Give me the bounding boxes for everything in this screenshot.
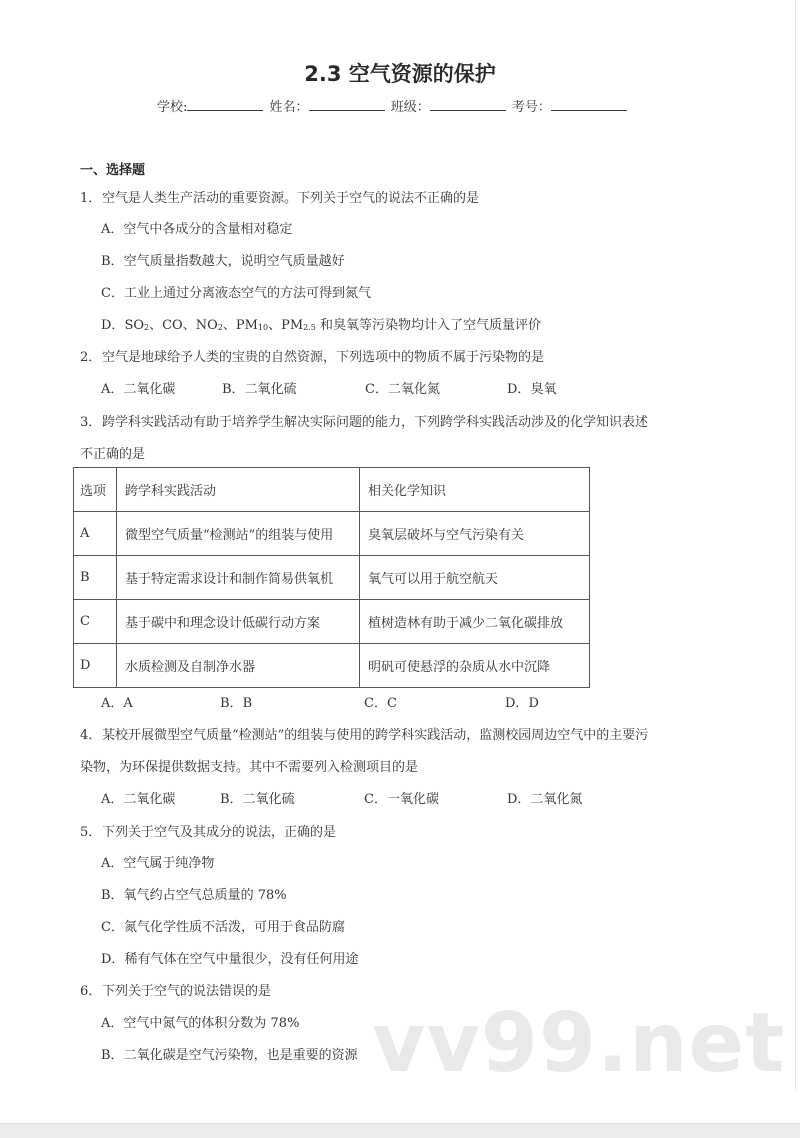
watermark: vv99.net [372,996,786,1091]
option-text: B [242,696,253,711]
question-5-option-a [101,852,214,871]
option-label: B． [220,696,243,711]
class-label: 班级： [390,100,430,115]
subscript: 2 [217,323,223,332]
option-label: D． [101,318,125,333]
question-5-option-c [101,916,345,935]
name-label: 姓名： [269,100,309,115]
option-text: C [386,696,397,711]
question-text: 下列关于空气及其成分的说法，正确的是 [102,825,337,840]
option-label: A． [101,1016,124,1031]
formula-part: 和臭氧等污染物均计入了空气质量评价 [315,318,542,333]
option-text: 空气中各成分的含量相对稳定 [123,222,293,237]
question-text: 空气是地球给予人类的宝贵的自然资源，下列选项中的物质不属于污染物的是 [102,350,545,365]
table-header-cell: 跨学科实践活动 [117,468,360,512]
option-label: A． [101,222,124,237]
subscript: 2 [144,323,150,332]
question-3-table [73,467,590,688]
option-text: D [528,696,539,711]
table-row [74,600,590,644]
question-text: 跨学科实践活动有助于培养学生解决实际问题的能力，下列跨学科实践活动涉及的化学知识表述 [102,415,649,430]
option-label: A． [101,382,124,397]
question-6-option-a [101,1012,299,1031]
table-cell: A [74,512,117,556]
option-text: 氧气约占空气总质量的 78% [123,888,287,903]
question-4-option-d [507,788,582,807]
table-header-cell: 选项 [74,468,117,512]
formula-part: 、PM [268,318,304,333]
question-6-stem [80,980,271,999]
question-text: 某校开展微型空气质量“检测站”的组装与使用的跨学科实践活动，监测校园周边空气中的主要污 [102,728,649,743]
question-number: 4． [80,728,102,743]
table-cell: 臭氧层破坏与空气污染有关 [360,512,590,556]
option-label: B． [101,254,124,269]
table-row [74,556,590,600]
question-5-option-b [101,884,287,903]
question-number: 3． [80,415,102,430]
option-text: 二氧化氮 [387,382,440,397]
question-1-stem [80,187,479,206]
name-blank [309,98,385,111]
question-6-option-b [101,1044,358,1063]
question-text: 下列关于空气的说法错误的是 [102,984,272,999]
question-3-stem-continued: 不正确的是 [80,447,146,462]
option-label: C． [365,382,388,397]
table-cell: 植树造林有助于减少二氧化碳排放 [360,600,590,644]
subscript: 10 [257,323,269,332]
option-label: C． [101,920,124,935]
question-1-option-d [101,314,541,333]
question-3-option-d [505,692,539,711]
option-text: 空气属于纯净物 [123,856,215,871]
option-label: D． [101,952,125,967]
table-cell: 微型空气质量“检测站”的组装与使用 [117,512,360,556]
document-title: 2.3 空气资源的保护 [304,62,496,86]
question-3-option-c [364,692,397,711]
question-4-option-a [101,788,175,807]
option-label: D． [507,382,531,397]
option-label: C． [101,286,124,301]
option-text: 二氧化碳 [123,382,176,397]
question-number: 5． [80,825,102,840]
table-row [74,644,590,688]
table-cell: 基于碳中和理念设计低碳行动方案 [117,600,360,644]
subscript: 2.5 [303,323,316,332]
question-2-option-d [507,378,556,397]
question-5-stem [80,821,336,840]
exam-number-blank [551,98,627,111]
school-blank [187,98,263,111]
table-cell: B [74,556,117,600]
table-cell: 氧气可以用于航空航天 [360,556,590,600]
option-label: B． [222,382,245,397]
table-cell: D [74,644,117,688]
question-text: 空气是人类生产活动的重要资源。下列关于空气的说法不正确的是 [102,191,480,206]
question-4-option-c [364,788,439,807]
option-text: 一氧化碳 [386,792,439,807]
option-label: B． [101,888,124,903]
option-text: 二氧化硫 [242,792,295,807]
option-text: 二氧化氮 [530,792,583,807]
question-number: 1． [80,191,102,206]
question-3-stem [80,411,648,430]
option-label: A． [101,696,124,711]
option-text: 二氧化硫 [244,382,297,397]
option-text: 二氧化碳 [123,792,176,807]
option-text: 臭氧 [530,382,557,397]
question-2-option-b [222,378,297,397]
page-bottom-bar [0,1123,800,1138]
class-blank [430,98,506,111]
table-cell: 基于特定需求设计和制作简易供氧机 [117,556,360,600]
question-3-option-a [101,692,133,711]
table-header-row [74,468,590,512]
question-2-option-a [101,378,175,397]
question-4-option-b [220,788,295,807]
formula-part: 、CO、NO [149,318,218,333]
table-header-cell: 相关化学知识 [360,468,590,512]
question-1-option-b [101,250,345,269]
school-label: 学校: [157,100,188,115]
option-label: D． [505,696,529,711]
question-number: 2． [80,350,102,365]
option-label: C． [364,696,387,711]
question-4-stem [80,724,648,743]
question-5-option-d [101,948,358,967]
option-label: B． [220,792,243,807]
table-row [74,512,590,556]
question-1-option-c [101,282,371,301]
table-cell: 水质检测及自制净水器 [117,644,360,688]
option-text: 工业上通过分离液态空气的方法可得到氮气 [123,286,371,301]
question-3-option-b [220,692,252,711]
question-4-stem-continued: 染物，为环保提供数据支持。其中不需要列入检测项目的是 [80,760,419,775]
option-text: 稀有气体在空气中量很少，没有任何用途 [124,952,359,967]
option-label: C． [364,792,387,807]
exam-number-label: 考号： [511,100,551,115]
option-label: D． [507,792,531,807]
option-label: B． [101,1048,124,1063]
formula-part: SO [124,318,145,333]
question-1-option-a [101,218,292,237]
option-text: 氮气化学性质不活泼，可用于食品防腐 [123,920,345,935]
option-label: A． [101,856,124,871]
option-label: A． [101,792,124,807]
question-2-option-c [365,378,440,397]
option-text: 空气中氮气的体积分数为 78% [123,1016,300,1031]
section-title: 一、选择题 [80,163,146,178]
student-info-line [157,96,627,115]
question-number: 6． [80,984,102,999]
question-2-stem [80,346,544,365]
formula-part: 、PM [222,318,258,333]
option-text: A [123,696,133,711]
option-text: 空气质量指数越大，说明空气质量越好 [123,254,345,269]
table-cell: 明矾可使悬浮的杂质从水中沉降 [360,644,590,688]
table-cell: C [74,600,117,644]
option-text: 二氧化碳是空气污染物，也是重要的资源 [123,1048,358,1063]
